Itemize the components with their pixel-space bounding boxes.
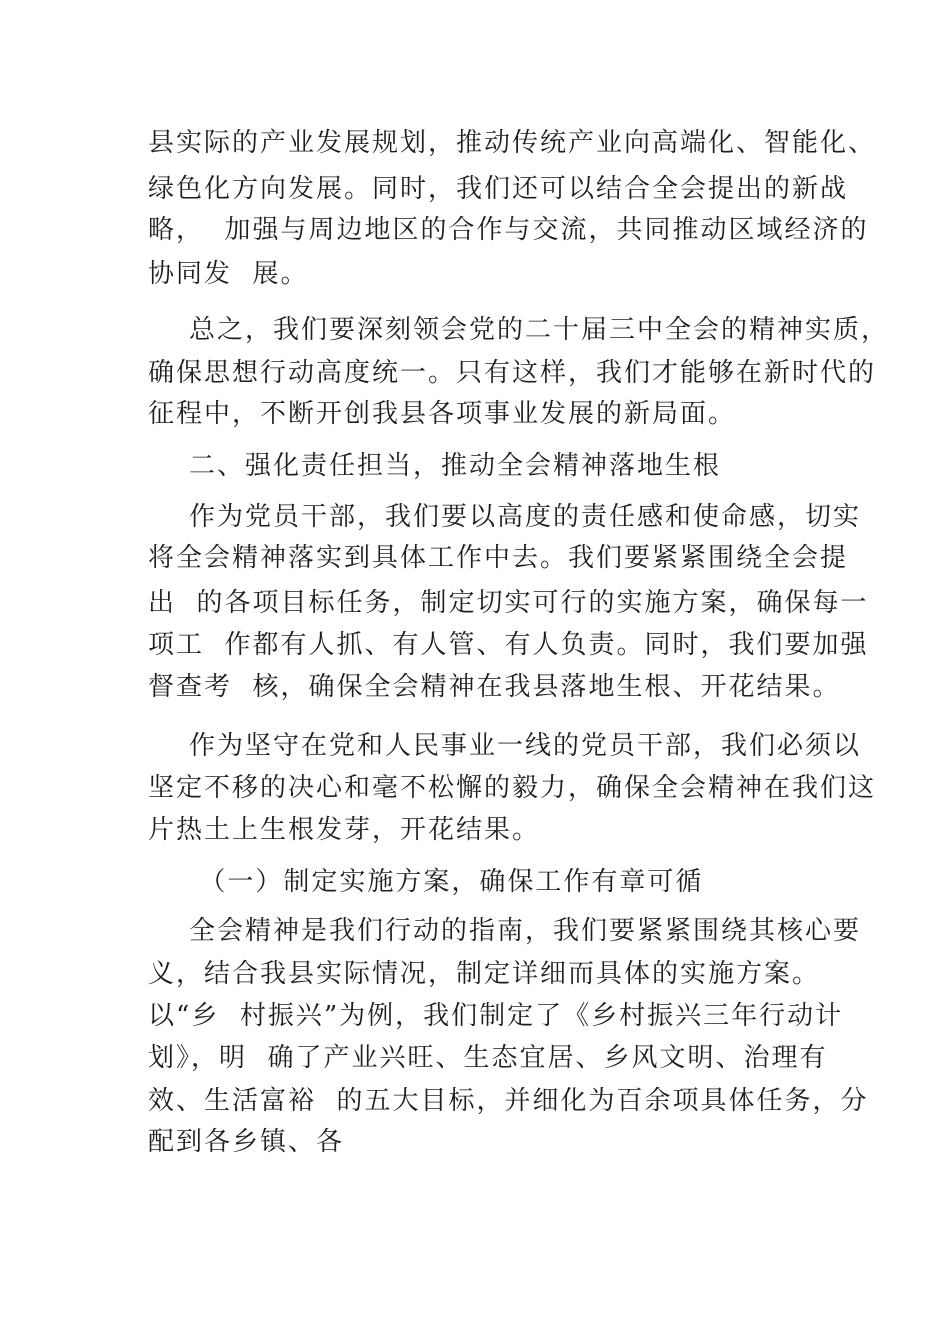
subsection-heading: （一）制定实施方案，确保工作有章可循 [148,867,704,897]
text-line: 以“乡 村振兴”为例，我们制定了《乡村振兴三年行动计 [148,1001,844,1031]
text-line: 协同发 展。 [148,259,309,289]
text-line: 效、生活富裕 的五大目标，并细化为百余项具体任务，分 [148,1086,869,1116]
text-line: 项工 作都有人抓、有人管、有人负责。同时，我们要加强 [148,630,869,660]
section-heading: 二、强化责任担当，推动全会精神落地生根 [148,451,722,481]
text-line: 征程中，不断开创我县各项事业发展的新局面。 [148,399,737,429]
text-line: 配到各乡镇、各 [148,1127,345,1157]
text-line: 总之，我们要深刻领会党的二十届三中全会的精神实质， [148,315,890,345]
text-line: 作为坚守在党和人民事业一线的党员干部，我们必须以 [148,731,862,761]
text-line: 义，结合我县实际情况，制定详细而具体的实施方案。 [148,959,821,989]
text-line: 作为党员干部，我们要以高度的责任感和使命感，切实 [148,502,862,532]
text-line: 将全会精神落实到具体工作中去。我们要紧紧围绕全会提 [148,543,849,573]
text-line: 坚定不移的决心和毫不松懈的毅力，确保全会精神在我们这 [148,773,877,803]
text-line: 督查考 核，确保全会精神在我县落地生根、开花结果。 [148,672,841,702]
text-line: 全会精神是我们行动的指南，我们要紧紧围绕其核心要 [148,916,862,946]
text-line: 出 的各项目标任务，制定切实可行的实施方案，确保每一 [148,588,869,618]
text-line: 片热土上生根发芽，开花结果。 [148,815,541,845]
text-line: 县实际的产业发展规划，推动传统产业向高端化、智能化、 [148,128,877,158]
text-line: 略， 加强与周边地区的合作与交流，共同推动区域经济的 [148,215,869,245]
text-line: 划》，明 确了产业兴旺、生态宜居、乡风文明、治理有 [148,1043,828,1073]
text-line: 确保思想行动高度统一。只有这样，我们才能够在新时代的 [148,358,877,388]
text-line: 绿色化方向发展。同时，我们还可以结合全会提出的新战 [148,174,849,204]
